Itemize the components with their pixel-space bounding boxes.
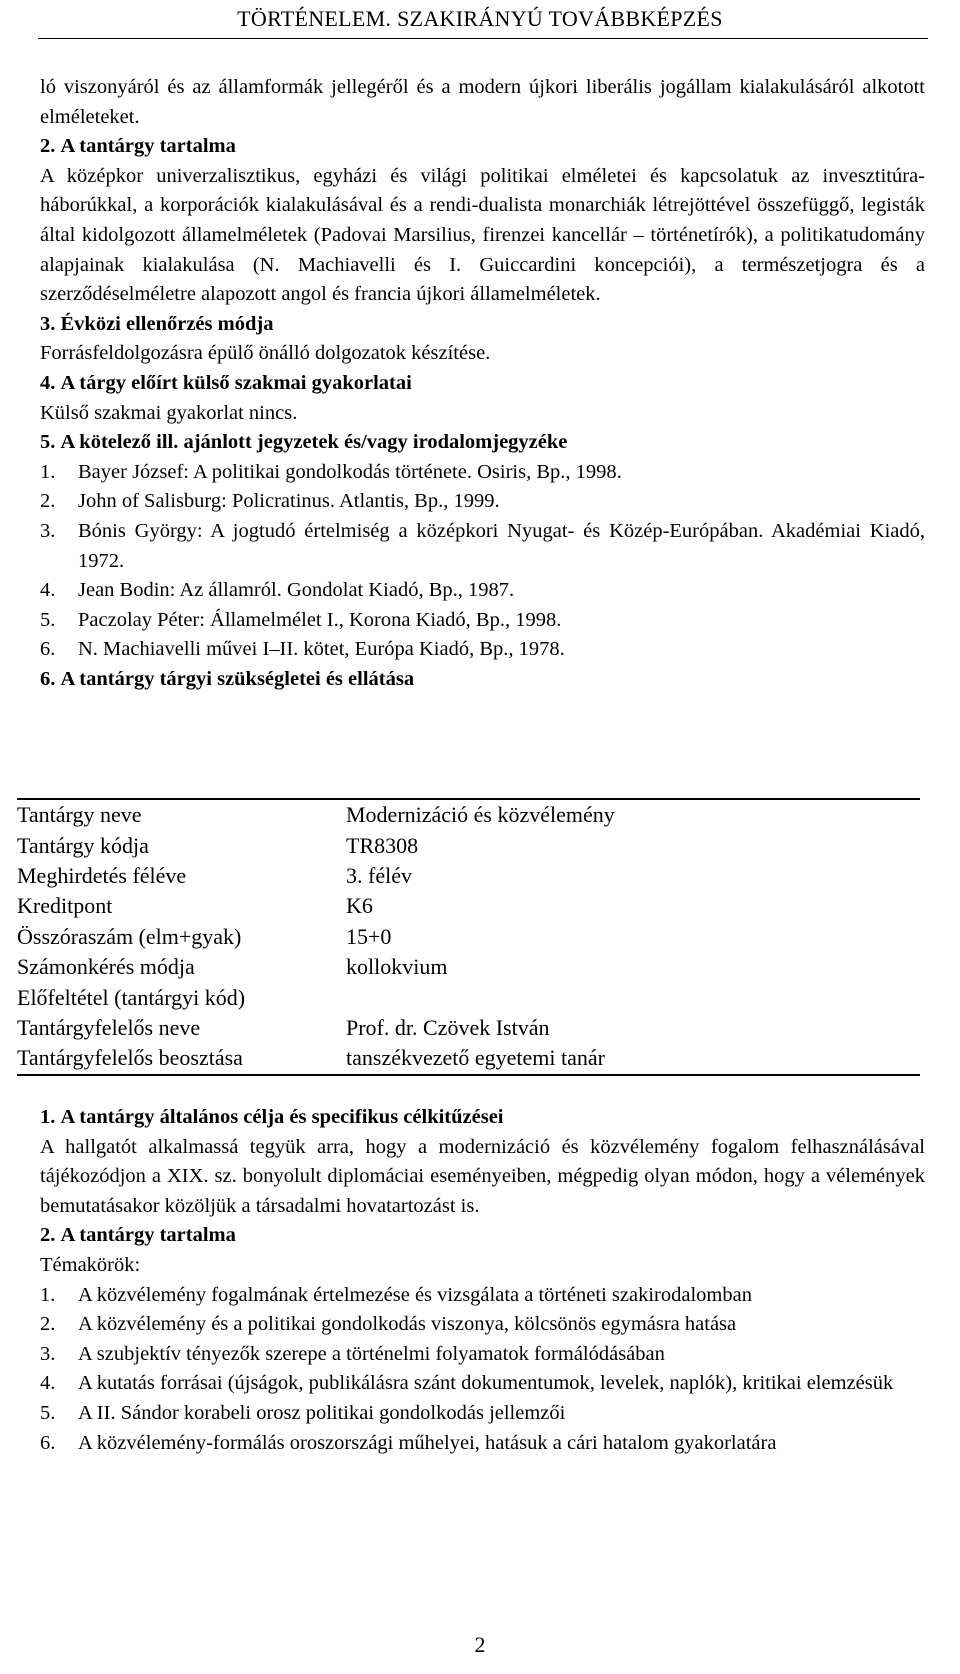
list-item xyxy=(40,1281,925,1311)
table-key: Meghirdetés féléve xyxy=(17,862,187,888)
list-item xyxy=(40,1369,925,1399)
section-title: A tantárgy általános célja és specifikus célkitűzései xyxy=(60,1106,504,1128)
table-value: Prof. dr. Czövek István xyxy=(346,1014,550,1040)
list-text: N. Machiavelli művei I–II. kötet, Európa Kiadó, Bp., 1978. xyxy=(78,638,565,661)
section-heading xyxy=(40,428,925,458)
table-key: Tantárgy kódja xyxy=(17,832,149,858)
table-value: tanszékvezető egyetemi tanár xyxy=(346,1045,605,1071)
page-number: 2 xyxy=(474,1632,486,1657)
list-number: 5. xyxy=(40,608,56,631)
header-rule xyxy=(38,38,928,39)
section-number: 1. xyxy=(40,1106,56,1128)
list-item xyxy=(40,487,925,517)
section-heading xyxy=(40,1221,925,1251)
section-title: Évközi ellenőrzés módja xyxy=(60,312,274,335)
table-row xyxy=(17,952,920,982)
list-item xyxy=(40,1399,925,1429)
section-number: 4. xyxy=(40,371,56,394)
table-key: Számonkérés módja xyxy=(17,954,195,980)
intro-paragraph: ló viszonyáról és az államformák jellegéről és a modern újkori liberális jogállam kialakulásáról alkotott elméleteket. xyxy=(40,76,925,128)
list-item xyxy=(40,1429,925,1459)
section-title: A tantárgy tartalma xyxy=(60,135,236,158)
list-number: 6. xyxy=(40,1431,56,1454)
list-item xyxy=(40,1310,925,1340)
list-number: 3. xyxy=(40,519,56,542)
section-title: A tantárgy tárgyi szükségletei és ellátása xyxy=(60,667,415,690)
table-key: Előfeltétel (tantárgyi kód) xyxy=(17,984,246,1010)
topics-list xyxy=(40,1281,925,1459)
table-value: Modernizáció és közvélemény xyxy=(346,802,615,828)
section-title: A tantárgy tartalma xyxy=(60,1224,236,1247)
list-item xyxy=(40,606,925,636)
list-text: A szubjektív tényezők szerepe a történelmi folyamatok formálódásában xyxy=(78,1342,665,1365)
section-heading xyxy=(40,310,925,340)
list-number: 6. xyxy=(40,638,56,661)
list-text: A közvélemény fogalmának értelmezése és vizsgálata a történeti szakirodalomban xyxy=(78,1283,752,1306)
list-text: Paczolay Péter: Államelmélet I., Korona Kiadó, Bp., 1998. xyxy=(78,608,562,631)
list-number: 5. xyxy=(40,1401,56,1424)
table-row xyxy=(17,891,920,921)
list-item xyxy=(40,1340,925,1370)
list-number: 2. xyxy=(40,1313,56,1336)
goal-paragraph: A hallgatót alkalmassá tegyük arra, hogy a modernizáció és közvélemény fogalom felhasználásával tájékozódjon a XIX. sz. bonyolult diplomáciai eseményeiben, mégpedig olyan módon, hogy a vélemények bemutatásakor közöljük a társadalmi hovatartozást is. xyxy=(40,1135,925,1217)
list-number: 4. xyxy=(40,1372,56,1395)
list-text: Bónis György: A jogtudó értelmiség a középkori Nyugat- és Közép-Európában. Akadémiai Kiadó, 1972. xyxy=(78,519,925,572)
table-key: Tantárgyfelelős beosztása xyxy=(17,1045,243,1071)
section-number: 2. xyxy=(40,135,56,158)
content-paragraph: A középkor univerzalisztikus, egyházi és világi politikai elméletei és kapcsolatuk az invesztitúra-háborúkkal, a korporációk kialakulásával és a rendi-dualista monarchiák létrejöttével összefüggő, legisták által kidolgozott államelméletek (Padovai Marsilius, firenzei kancellár – történetírók), a politikatudomány alapjainak kialakulása (N. Machiavelli és I. Guiccardini koncepciói), a természetjogra és a szerződéselméletre alapozott angol és francia újkori államelméletek. xyxy=(40,164,925,306)
list-item xyxy=(40,458,925,488)
list-number: 3. xyxy=(40,1342,56,1365)
list-item xyxy=(40,576,925,606)
topics-label: Témakörök: xyxy=(40,1253,141,1276)
list-number: 1. xyxy=(40,460,56,483)
list-text: Jean Bodin: Az államról. Gondolat Kiadó, Bp., 1987. xyxy=(78,579,515,602)
list-item xyxy=(40,635,925,665)
list-item xyxy=(40,517,925,576)
list-text: Bayer József: A politikai gondolkodás története. Osiris, Bp., 1998. xyxy=(78,460,622,483)
table-key: Összóraszám (elm+gyak) xyxy=(17,923,242,949)
page-header: TÖRTÉNELEM. SZAKIRÁNYÚ TOVÁBBKÉPZÉS xyxy=(237,6,723,31)
table-row xyxy=(17,861,920,891)
table-row xyxy=(17,799,920,830)
section-title: A tárgy előírt külső szakmai gyakorlatai xyxy=(60,371,412,394)
list-number: 1. xyxy=(40,1283,56,1306)
list-text: A II. Sándor korabeli orosz politikai gondolkodás jellemzői xyxy=(78,1401,566,1424)
section-number: 6. xyxy=(40,667,56,690)
table-row xyxy=(17,982,920,1012)
table-key: Kreditpont xyxy=(17,893,113,919)
course-info-table xyxy=(17,798,920,1076)
top-section xyxy=(40,73,925,694)
table-row xyxy=(17,1043,920,1074)
section-heading xyxy=(40,369,925,399)
list-text: John of Salisburg: Policratinus. Atlantis, Bp., 1999. xyxy=(78,490,500,513)
table-row xyxy=(17,830,920,860)
section-title: A kötelező ill. ajánlott jegyzetek és/vagy irodalomjegyzéke xyxy=(60,431,568,454)
section-heading xyxy=(40,132,925,162)
evaluation-text: Forrásfeldolgozásra épülő önálló dolgozatok készítése. xyxy=(40,342,491,365)
table-row xyxy=(17,922,920,952)
list-number: 2. xyxy=(40,490,56,513)
practice-text: Külső szakmai gyakorlat nincs. xyxy=(40,401,298,424)
table-value xyxy=(346,982,920,1012)
section-heading xyxy=(40,665,925,695)
section-number: 2. xyxy=(40,1224,56,1247)
list-text: A közvélemény és a politikai gondolkodás viszonya, kölcsönös egymásra hatása xyxy=(78,1313,737,1336)
bottom-section xyxy=(40,1103,925,1458)
section-number: 5. xyxy=(40,431,56,454)
section-heading xyxy=(40,1103,925,1133)
table-value: 15+0 xyxy=(346,923,392,949)
table-value: TR8308 xyxy=(346,832,419,858)
table-value: 3. félév xyxy=(346,862,412,888)
list-text: A kutatás forrásai (újságok, publikálásra szánt dokumentumok, levelek, naplók), kritikai elemzésük xyxy=(78,1372,894,1395)
bibliography-list xyxy=(40,458,925,665)
table-value: kollokvium xyxy=(346,954,448,980)
table-key: Tantárgy neve xyxy=(17,802,142,828)
list-text: A közvélemény-formálás oroszországi műhelyei, hatásuk a cári hatalom gyakorlatára xyxy=(78,1431,777,1454)
list-number: 4. xyxy=(40,579,56,602)
table-key: Tantárgyfelelős neve xyxy=(17,1014,201,1040)
table-row xyxy=(17,1013,920,1043)
section-number: 3. xyxy=(40,312,56,335)
table-value: K6 xyxy=(346,893,373,919)
